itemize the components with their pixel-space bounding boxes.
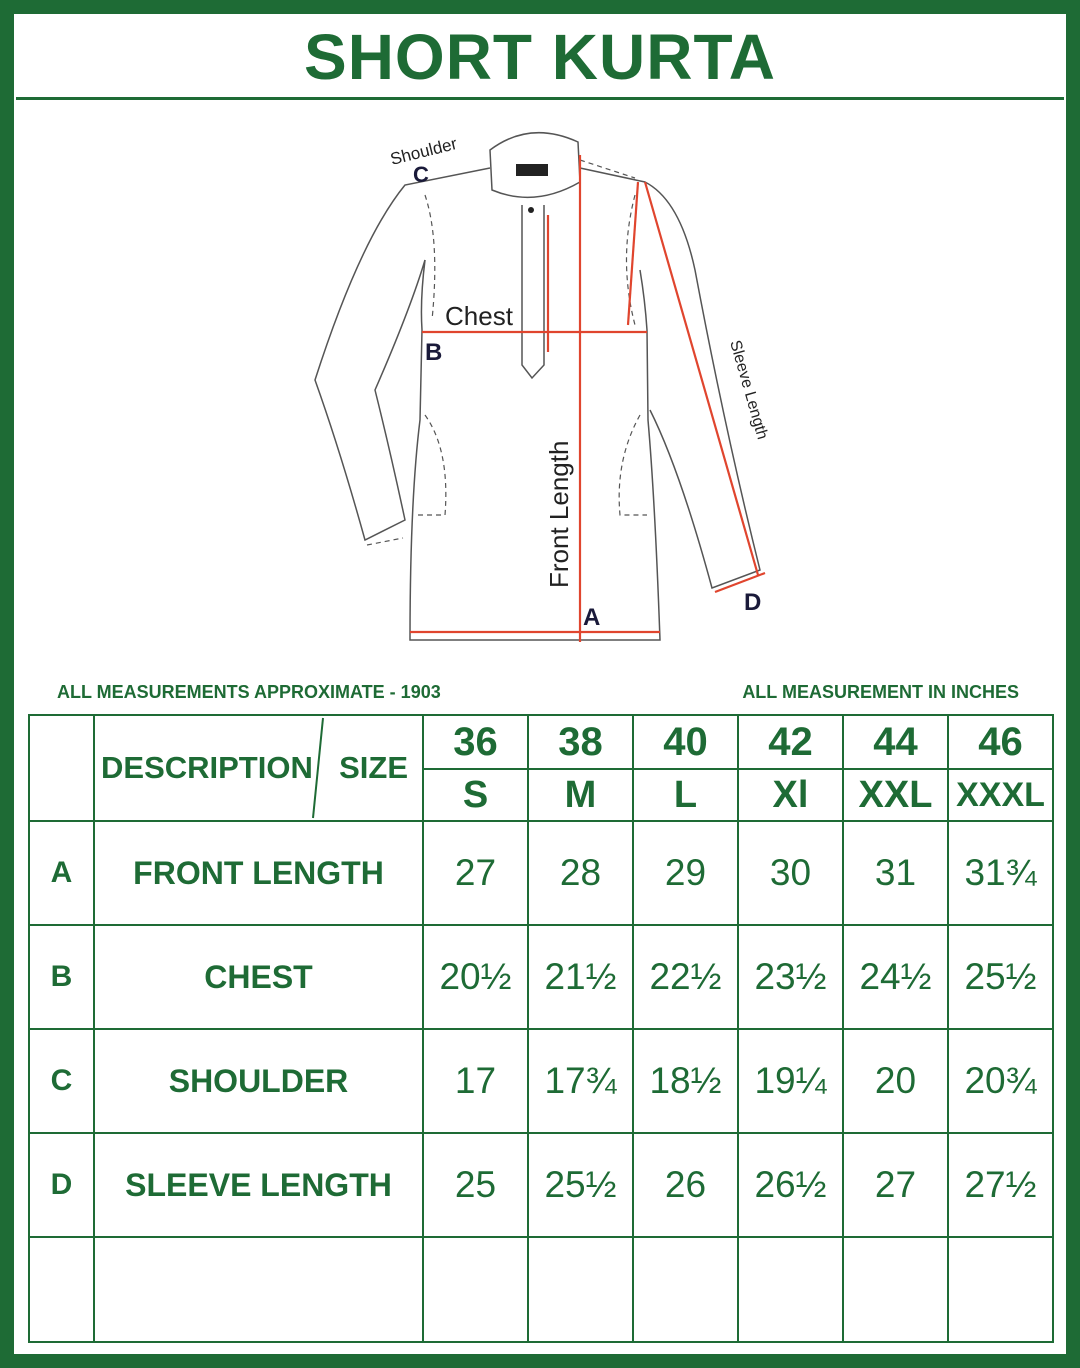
- measurement-cell: 27½: [948, 1133, 1053, 1237]
- measurement-cell: 26½: [738, 1133, 843, 1237]
- empty-cell: [633, 1237, 738, 1342]
- empty-cell: [423, 1237, 528, 1342]
- title-bar: [16, 16, 1064, 100]
- corner-cell: [29, 715, 94, 821]
- shoulder-label: Shoulder: [388, 133, 460, 169]
- table-row-front-length: [29, 821, 1053, 925]
- empty-cell: [29, 1237, 94, 1342]
- row-description: CHEST: [94, 925, 423, 1029]
- measurement-cell: 20¾: [948, 1029, 1053, 1133]
- table-row-sleeve-length: [29, 1133, 1053, 1237]
- units-note: ALL MEASUREMENT IN INCHES: [742, 682, 1019, 702]
- measurement-cell: 25: [423, 1133, 528, 1237]
- measurement-cell: 27: [843, 1133, 948, 1237]
- empty-cell: [528, 1237, 633, 1342]
- row-letter: C: [29, 1029, 94, 1133]
- size-letter: XXL: [843, 769, 948, 821]
- left-sleeve-outline: [315, 168, 490, 540]
- right-sleeve-outline: [580, 168, 760, 588]
- point-c-label: C: [413, 162, 429, 187]
- measurement-cell: 29: [633, 821, 738, 925]
- size-letter: Xl: [738, 769, 843, 821]
- measurement-cell: 30: [738, 821, 843, 925]
- measurement-cell: 23½: [738, 925, 843, 1029]
- measurement-cell: 18½: [633, 1029, 738, 1133]
- empty-cell: [738, 1237, 843, 1342]
- empty-cell: [94, 1237, 423, 1342]
- point-b-label: B: [425, 339, 443, 366]
- size-chart-table: [28, 714, 1054, 1343]
- measurement-cell: 20: [843, 1029, 948, 1133]
- table-row-chest: [29, 925, 1053, 1029]
- table-row-empty: [29, 1237, 1053, 1342]
- size-letter: L: [633, 769, 738, 821]
- description-header: DESCRIPTION: [101, 750, 313, 785]
- size-number: 36: [423, 715, 528, 769]
- measurement-cell: 27: [423, 821, 528, 925]
- front-length-label: Front Length: [544, 440, 574, 588]
- measurement-cell: 17¾: [528, 1029, 633, 1133]
- size-letter: M: [528, 769, 633, 821]
- measurement-cell: 19¼: [738, 1029, 843, 1133]
- row-letter: D: [29, 1133, 94, 1237]
- row-description: FRONT LENGTH: [94, 821, 423, 925]
- size-header: SIZE: [339, 750, 408, 785]
- placket-outline: [522, 205, 544, 378]
- sleeve-length-label: Sleeve Length: [726, 338, 771, 442]
- size-number: 46: [948, 715, 1053, 769]
- measurement-cell: 24½: [843, 925, 948, 1029]
- table-row-shoulder: [29, 1029, 1053, 1133]
- size-number: 44: [843, 715, 948, 769]
- page-title: SHORT KURTA: [304, 20, 776, 93]
- row-letter: B: [29, 925, 94, 1029]
- chest-label: Chest: [445, 301, 513, 331]
- size-number: 40: [633, 715, 738, 769]
- row-description: SHOULDER: [94, 1029, 423, 1133]
- size-letter: XXXL: [948, 769, 1053, 821]
- measurement-cell: 17: [423, 1029, 528, 1133]
- measurement-cell: 26: [633, 1133, 738, 1237]
- measurement-cell: 28: [528, 821, 633, 925]
- kurta-diagram: [300, 120, 800, 660]
- measurement-cell: 22½: [633, 925, 738, 1029]
- measurement-cell: 25½: [948, 925, 1053, 1029]
- measurement-cell: 21½: [528, 925, 633, 1029]
- measurement-cell: 31¾: [948, 821, 1053, 925]
- point-d-label: D: [744, 589, 762, 616]
- size-number: 38: [528, 715, 633, 769]
- size-letter: S: [423, 769, 528, 821]
- approximate-note: ALL MEASUREMENTS APPROXIMATE - 1903: [57, 682, 441, 702]
- row-letter: A: [29, 821, 94, 925]
- point-a-label: A: [583, 604, 601, 631]
- size-number: 42: [738, 715, 843, 769]
- row-description: SLEEVE LENGTH: [94, 1133, 423, 1237]
- measurement-cell: 25½: [528, 1133, 633, 1237]
- measurement-cell: 31: [843, 821, 948, 925]
- measurement-cell: 20½: [423, 925, 528, 1029]
- header-row-sizes: [29, 715, 1053, 769]
- description-size-header: [94, 715, 423, 821]
- empty-cell: [843, 1237, 948, 1342]
- empty-cell: [948, 1237, 1053, 1342]
